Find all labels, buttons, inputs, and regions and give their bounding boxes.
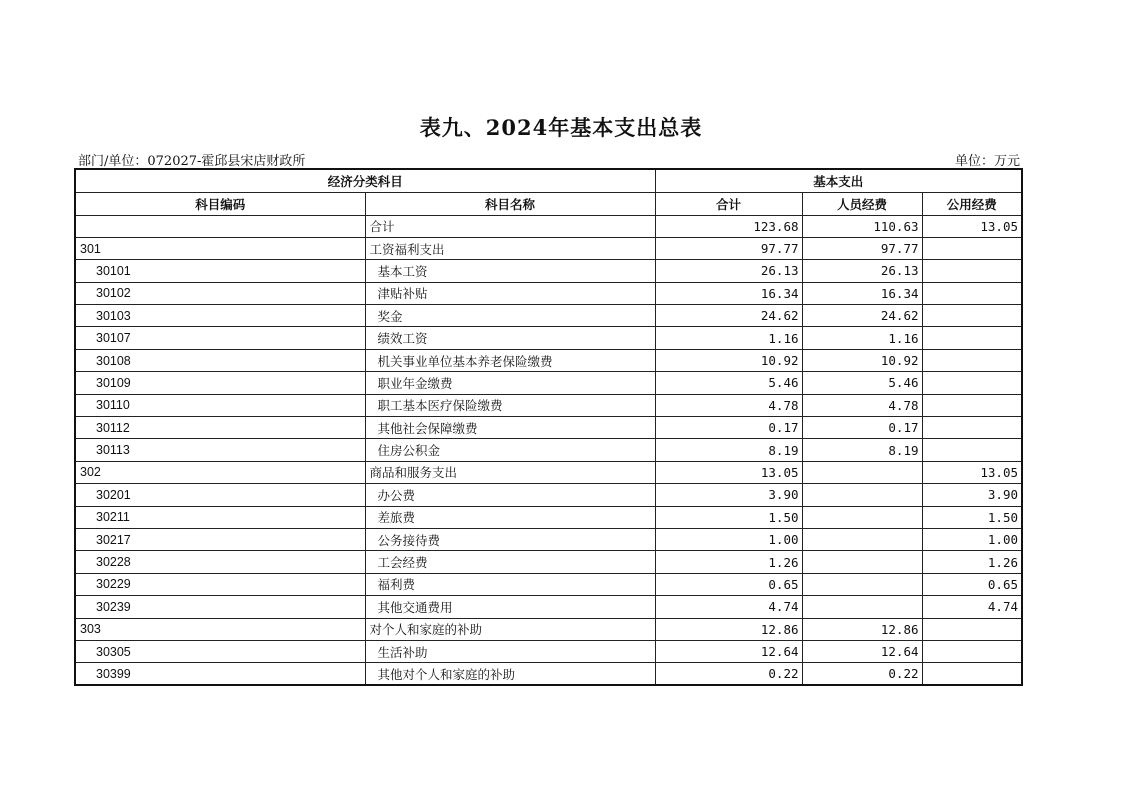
cell-personnel: 1.16	[802, 327, 922, 349]
cell-personnel: 4.78	[802, 394, 922, 416]
cell-code: 30239	[75, 596, 365, 618]
cell-public	[922, 282, 1022, 304]
cell-code: 30211	[75, 506, 365, 528]
cell-code: 30109	[75, 372, 365, 394]
cell-public: 1.26	[922, 551, 1022, 573]
cell-name: 商品和服务支出	[365, 461, 655, 483]
cell-total: 26.13	[655, 260, 802, 282]
cell-public	[922, 349, 1022, 371]
cell-code: 30228	[75, 551, 365, 573]
table-row	[75, 596, 1022, 618]
cell-total: 16.34	[655, 282, 802, 304]
cell-code: 30108	[75, 349, 365, 371]
table-row	[75, 506, 1022, 528]
cell-code: 30112	[75, 417, 365, 439]
cell-personnel: 110.63	[802, 215, 922, 237]
cell-code: 30107	[75, 327, 365, 349]
cell-public	[922, 327, 1022, 349]
cell-name: 其他对个人和家庭的补助	[365, 663, 655, 685]
cell-personnel	[802, 484, 922, 506]
cell-public	[922, 260, 1022, 282]
cell-public	[922, 305, 1022, 327]
header-column-row	[75, 192, 1022, 215]
cell-public	[922, 663, 1022, 685]
cell-total: 12.64	[655, 640, 802, 662]
header-personnel: 人员经费	[802, 192, 922, 215]
cell-name: 福利费	[365, 573, 655, 595]
cell-code: 30103	[75, 305, 365, 327]
cell-total: 13.05	[655, 461, 802, 483]
cell-name: 职业年金缴费	[365, 372, 655, 394]
cell-code: 30229	[75, 573, 365, 595]
cell-total: 123.68	[655, 215, 802, 237]
cell-code: 30201	[75, 484, 365, 506]
cell-personnel: 0.22	[802, 663, 922, 685]
cell-total: 10.92	[655, 349, 802, 371]
cell-total: 5.46	[655, 372, 802, 394]
cell-code: 30113	[75, 439, 365, 461]
cell-personnel	[802, 551, 922, 573]
header-name: 科目名称	[365, 192, 655, 215]
table-row	[75, 439, 1022, 461]
cell-name: 生活补助	[365, 640, 655, 662]
cell-code: 30110	[75, 394, 365, 416]
table-row	[75, 215, 1022, 237]
cell-name: 公务接待费	[365, 528, 655, 550]
header-group-row	[75, 169, 1022, 192]
cell-public: 13.05	[922, 461, 1022, 483]
table-row	[75, 394, 1022, 416]
cell-code: 302	[75, 461, 365, 483]
cell-code: 30102	[75, 282, 365, 304]
cell-public	[922, 372, 1022, 394]
cell-public: 1.00	[922, 528, 1022, 550]
cell-public	[922, 237, 1022, 259]
table-row	[75, 551, 1022, 573]
table-row	[75, 282, 1022, 304]
cell-name: 工资福利支出	[365, 237, 655, 259]
cell-public	[922, 640, 1022, 662]
cell-personnel: 5.46	[802, 372, 922, 394]
cell-public: 1.50	[922, 506, 1022, 528]
cell-total: 0.17	[655, 417, 802, 439]
cell-total: 3.90	[655, 484, 802, 506]
cell-total: 1.00	[655, 528, 802, 550]
cell-total: 4.74	[655, 596, 802, 618]
cell-personnel	[802, 528, 922, 550]
cell-total: 0.65	[655, 573, 802, 595]
table-row	[75, 618, 1022, 640]
table-row	[75, 237, 1022, 259]
cell-personnel	[802, 573, 922, 595]
table-body	[75, 215, 1022, 685]
cell-personnel: 16.34	[802, 282, 922, 304]
table-row	[75, 349, 1022, 371]
cell-total: 4.78	[655, 394, 802, 416]
header-public: 公用经费	[922, 192, 1022, 215]
cell-total: 12.86	[655, 618, 802, 640]
cell-code: 30101	[75, 260, 365, 282]
cell-personnel: 0.17	[802, 417, 922, 439]
cell-name: 其他社会保障缴费	[365, 417, 655, 439]
cell-name: 差旅费	[365, 506, 655, 528]
table-row	[75, 461, 1022, 483]
table-row	[75, 573, 1022, 595]
table-row	[75, 528, 1022, 550]
department-label: 部门/单位：072027-霍邱县宋店财政所	[78, 154, 306, 169]
cell-code: 30217	[75, 528, 365, 550]
expenditure-table	[74, 168, 1023, 686]
cell-total: 24.62	[655, 305, 802, 327]
cell-public: 3.90	[922, 484, 1022, 506]
cell-name: 基本工资	[365, 260, 655, 282]
cell-name: 奖金	[365, 305, 655, 327]
page-title: 表九、2024年基本支出总表	[419, 115, 703, 140]
cell-code: 30399	[75, 663, 365, 685]
unit-label: 单位：万元	[954, 154, 1020, 169]
cell-personnel: 8.19	[802, 439, 922, 461]
cell-personnel	[802, 506, 922, 528]
cell-public	[922, 439, 1022, 461]
cell-name: 职工基本医疗保险缴费	[365, 394, 655, 416]
cell-total: 97.77	[655, 237, 802, 259]
cell-name: 绩效工资	[365, 327, 655, 349]
header-economic-category: 经济分类科目	[75, 169, 655, 192]
cell-code: 30305	[75, 640, 365, 662]
cell-personnel: 10.92	[802, 349, 922, 371]
cell-name: 对个人和家庭的补助	[365, 618, 655, 640]
table-row	[75, 484, 1022, 506]
table-row	[75, 663, 1022, 685]
cell-name: 合计	[365, 215, 655, 237]
cell-public: 13.05	[922, 215, 1022, 237]
header-basic-expenditure: 基本支出	[655, 169, 1022, 192]
cell-personnel	[802, 461, 922, 483]
cell-name: 住房公积金	[365, 439, 655, 461]
table-row	[75, 640, 1022, 662]
cell-code: 303	[75, 618, 365, 640]
table-row	[75, 327, 1022, 349]
cell-personnel: 26.13	[802, 260, 922, 282]
cell-code	[75, 215, 365, 237]
cell-public	[922, 417, 1022, 439]
cell-total: 0.22	[655, 663, 802, 685]
cell-public	[922, 394, 1022, 416]
cell-total: 1.16	[655, 327, 802, 349]
cell-public: 4.74	[922, 596, 1022, 618]
cell-personnel: 24.62	[802, 305, 922, 327]
cell-personnel: 97.77	[802, 237, 922, 259]
cell-name: 工会经费	[365, 551, 655, 573]
cell-personnel: 12.64	[802, 640, 922, 662]
cell-total: 1.26	[655, 551, 802, 573]
table-row	[75, 417, 1022, 439]
cell-personnel: 12.86	[802, 618, 922, 640]
cell-name: 其他交通费用	[365, 596, 655, 618]
cell-public: 0.65	[922, 573, 1022, 595]
cell-code: 301	[75, 237, 365, 259]
cell-name: 津贴补贴	[365, 282, 655, 304]
cell-total: 1.50	[655, 506, 802, 528]
table-row	[75, 372, 1022, 394]
cell-public	[922, 618, 1022, 640]
cell-total: 8.19	[655, 439, 802, 461]
table-row	[75, 260, 1022, 282]
header-code: 科目编码	[75, 192, 365, 215]
table-row	[75, 305, 1022, 327]
cell-name: 机关事业单位基本养老保险缴费	[365, 349, 655, 371]
cell-personnel	[802, 596, 922, 618]
header-total: 合计	[655, 192, 802, 215]
cell-name: 办公费	[365, 484, 655, 506]
